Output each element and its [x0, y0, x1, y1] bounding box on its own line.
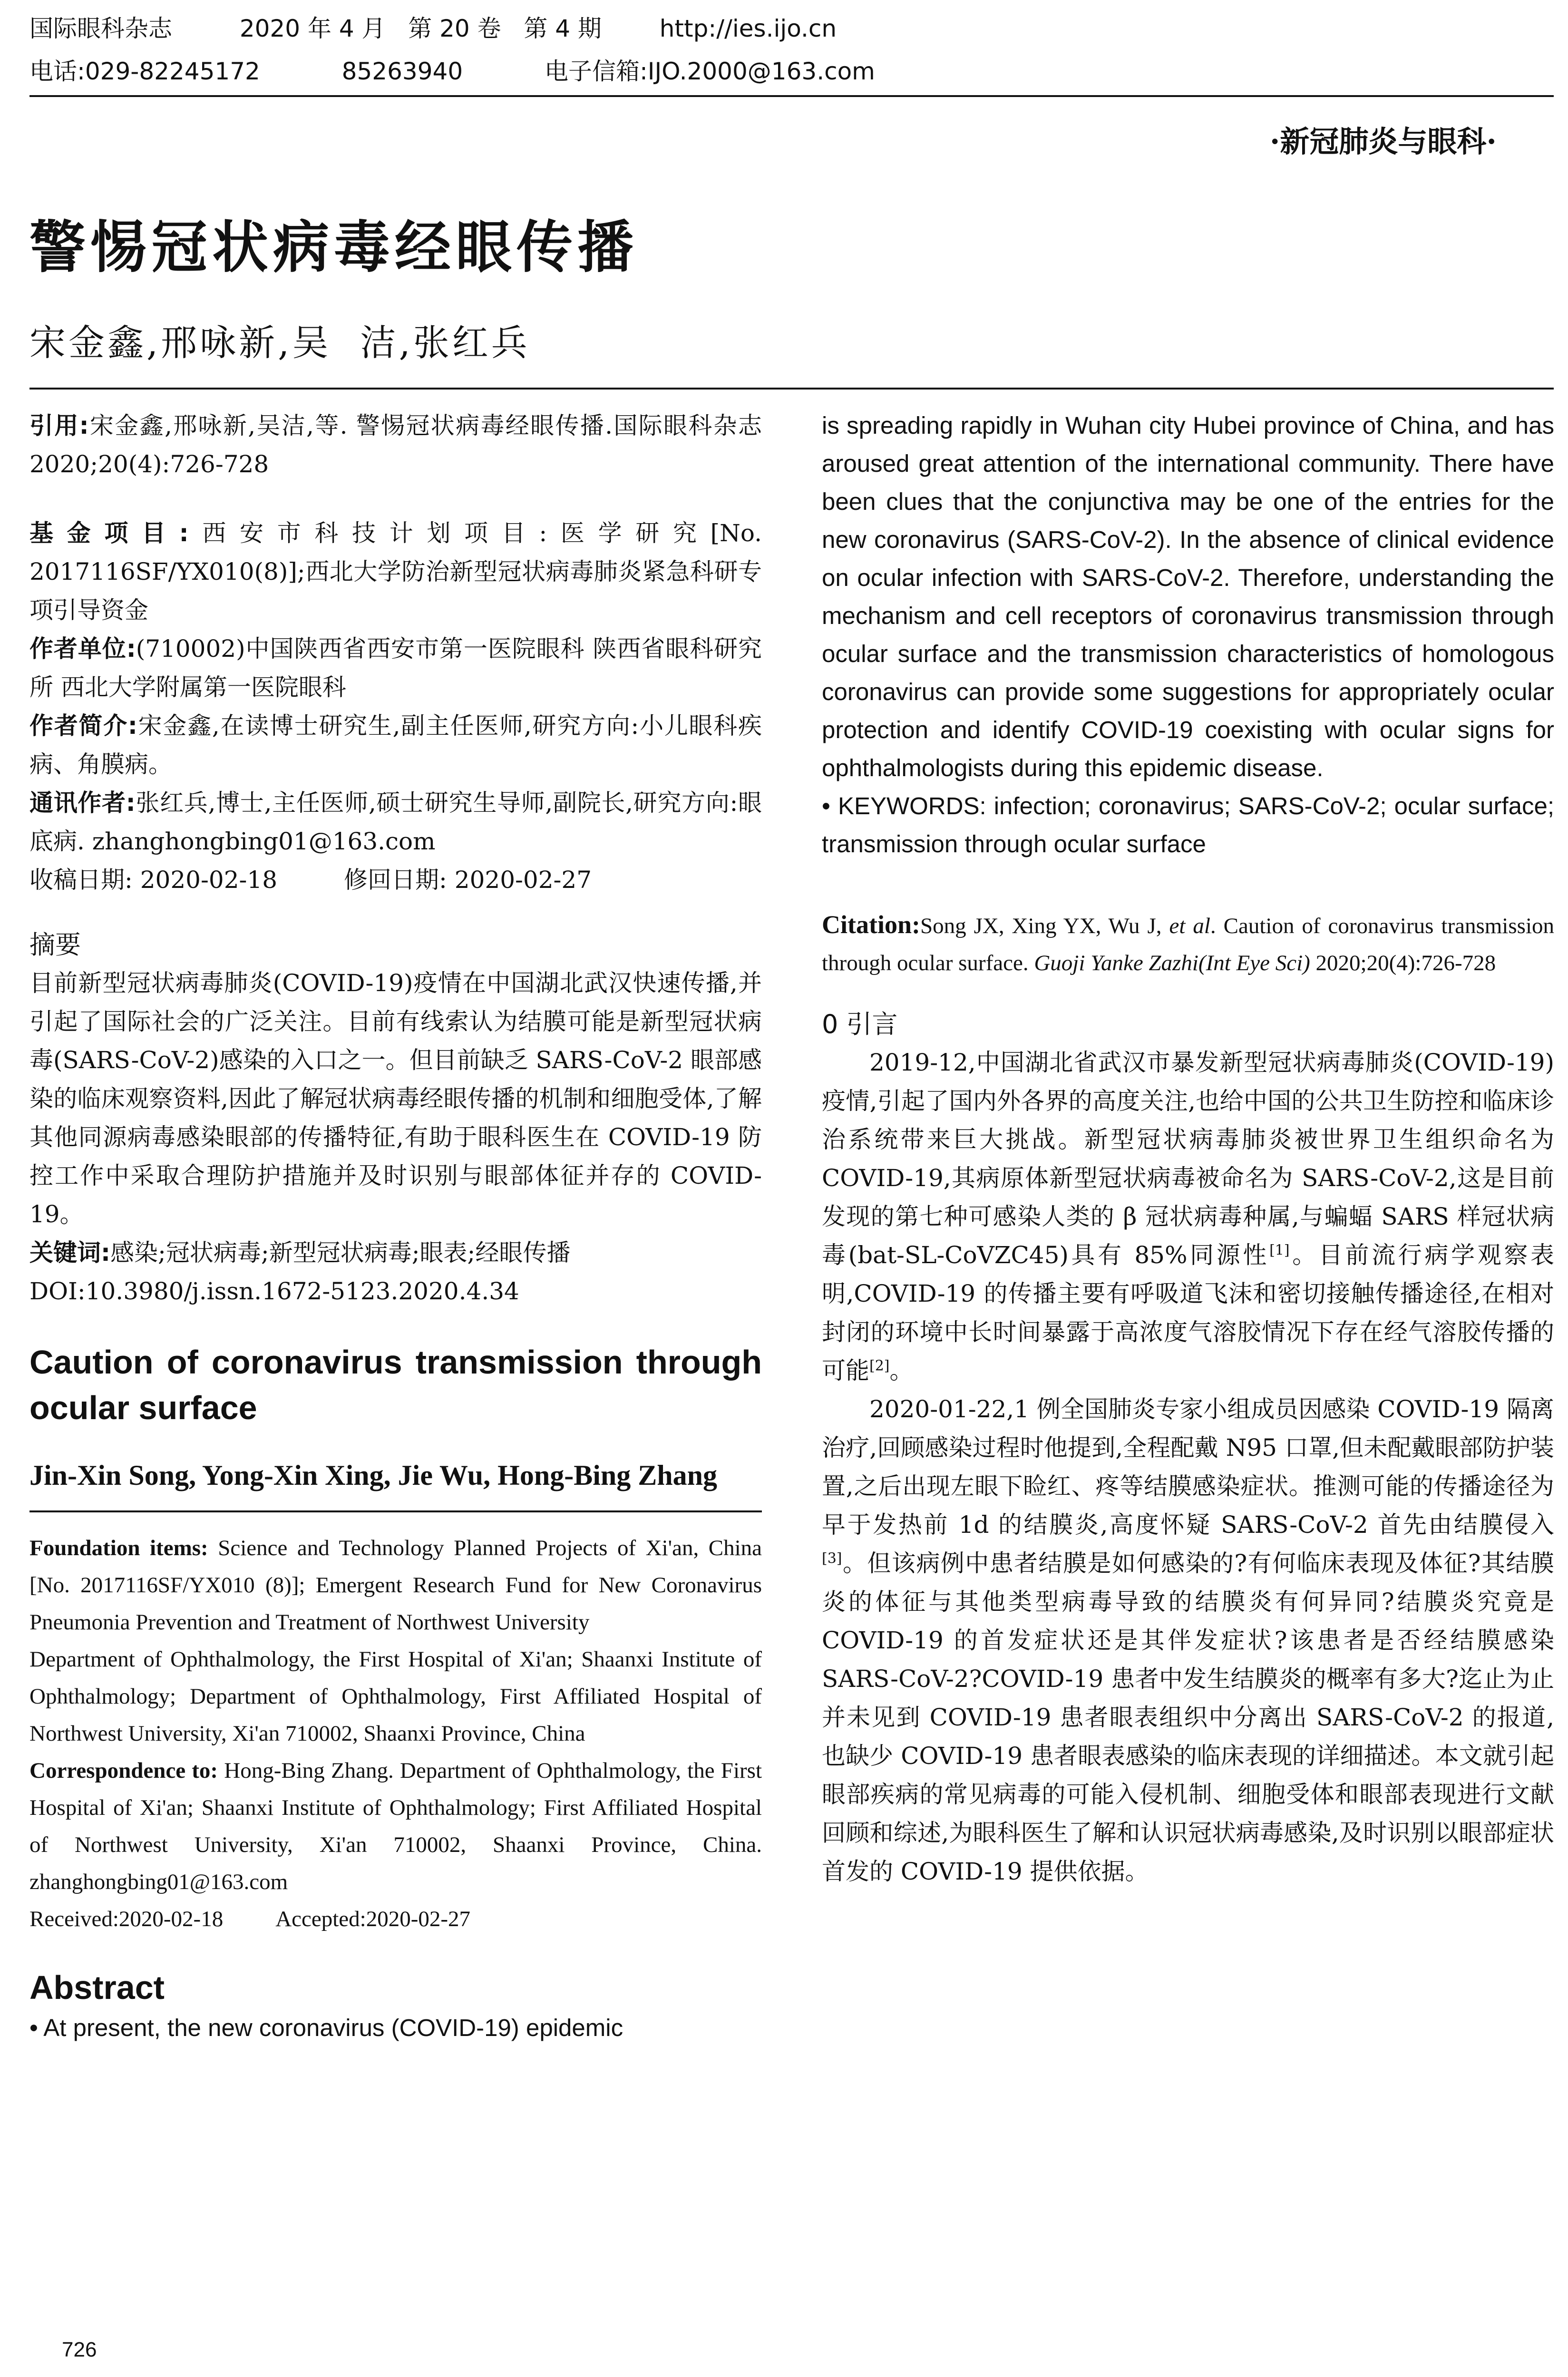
bio-cn: [29, 707, 762, 784]
abstract-en-heading: Abstract: [29, 1969, 165, 2006]
p2-text: 2020-01-22,1 例全国肺炎专家小组成员因感染 COVID-19 隔离治疗,回顾感染过程时他提到,全程配戴 N95 口罩,但未配戴眼部防护装置,之后出现左眼下睑红、疼等结膜感染症状。推测可能的传播途径为早于发热前 1d 的结膜炎,高度怀疑 SARS-CoV-2 首先由结膜侵入: [822, 1395, 1554, 1539]
unit-cn: [29, 630, 762, 707]
citation-en-text3: 2020;20(4):726-728: [1310, 951, 1496, 975]
abstract-heading: 摘要: [29, 930, 81, 960]
ref-3[interactable]: [3]: [822, 1550, 842, 1567]
journal-header-line1: [29, 14, 837, 43]
correspondence-text: Hong-Bing Zhang. Department of Ophthalmology, the First Hospital of Xi'an; Shaanxi Institute of Ophthalmology; First Affiliated Hospital of Northwest University, Xi'an 710002, Shaanxi Province, China. zhanghongbing01@163.com: [29, 1758, 762, 1894]
foundation-text: Science and Technology Planned Projects of Xi'an, China [No. 2017116SF/YX010 (8)]; Emergent Research Fund for New Coronavirus Pneumonia Prevention and Treatment of Northwest University: [29, 1536, 762, 1635]
dates-cn: [29, 861, 762, 899]
foundation-label: Foundation items:: [29, 1536, 208, 1560]
p1-text: 2019-12,中国湖北省武汉市暴发新型冠状病毒肺炎(COVID-19)疫情,引起了国内外各界的高度关注,也给中国的公共卫生防控和临床诊治系统带来巨大挑战。新型冠状病毒肺炎被世界卫生组织命名为 COVID-19,其病原体新型冠状病毒被命名为 SARS-CoV-2,这是目前发现的第七种可感染人类的 β 冠状病毒种属,与蝙蝠 SARS 样冠状病毒(bat-SL-CoVZC45)具有 85%同源性: [822, 1049, 1554, 1269]
citation-en-label: Citation:: [822, 910, 920, 939]
citation-en-journal: Guoji Yanke Zazhi(Int Eye Sci): [1034, 951, 1310, 975]
intro-heading: 0 引言: [822, 1009, 898, 1039]
journal-url[interactable]: http://ies.ijo.cn: [659, 15, 837, 42]
page-number: 726: [62, 2338, 97, 2361]
title-rule: [29, 388, 1554, 390]
keywords-en-label: • KEYWORDS:: [822, 792, 986, 819]
bio-text: 宋金鑫,在读博士研究生,副主任医师,研究方向:小儿眼科疾病、角膜病。: [29, 712, 762, 778]
citation-label: 引用:: [29, 412, 89, 439]
abstract-en-cont: is spreading rapidly in Wuhan city Hubei province of China, and has aroused great attention of the international community. There have been clues that the conjunctiva may be one of the entries for the new coronavirus (SARS-CoV-2). In the absence of clinical evidence on ocular infection with SARS-CoV-2. Therefore, understanding the mechanism and cell receptors of coronavirus transmission through ocular surface and the transmission characteristics of homologous coronavirus can provide some suggestions for appropriately ocular protection and identify COVID-19 coexisting with ocular signs for ophthalmologists during this epidemic disease.: [822, 412, 1554, 781]
citation-en-etal: et al: [1169, 914, 1210, 938]
author-list: 宋金鑫,邢咏新,吴 洁,张红兵: [29, 321, 530, 364]
unit-label: 作者单位:: [29, 635, 136, 662]
intro-paragraph-1: [822, 1043, 1554, 1390]
journal-phone2: 85263940: [341, 58, 463, 85]
authors-rule: [29, 1496, 762, 1512]
keywords-en: [822, 787, 1554, 863]
fund-text: 西安市科技计划项目:医学研究[No. 2017116SF/YX010(8)];西北大学防治新型冠状病毒肺炎紧急科研专项引导资金: [29, 519, 762, 624]
accepted-en: Accepted:2020-02-27: [275, 1907, 471, 1931]
keywords-cn: [29, 1234, 762, 1272]
corr-cn: [29, 784, 762, 861]
citation-en-text2: . Caution of coronavirus transmission through ocular surface.: [822, 914, 1555, 975]
journal-header-line2: [29, 57, 875, 86]
fund-cn: [29, 514, 762, 630]
department-en: Department of Ophthalmology, the First Hospital of Xi'an; Shaanxi Institute of Ophthalmology; Department of Ophthalmology, First Affiliated Hospital of Northwest University, Xi'an 710002, Shaanxi Province, China: [29, 1647, 762, 1746]
revised-date: 修回日期: 2020-02-27: [344, 866, 592, 894]
keywords-en-text: infection; coronavirus; SARS-CoV-2; ocular surface; transmission through ocular surface: [822, 792, 1555, 857]
correspondence-label: Correspondence to:: [29, 1758, 218, 1783]
p2b-text: 。但该病例中患者结膜是如何感染的?有何临床表现及体征?其结膜炎的体征与其他类型病毒导致的结膜炎有何异同?结膜炎究竟是 COVID-19 的首发症状还是其伴发症状?该患者是否经结膜感染 SARS-CoV-2?COVID-19 患者中发生结膜炎的概率有多大?迄止为止并未见到 COVID-19 患者眼表组织中分离出 SARS-CoV-2 的报道,也缺少 COVID-19 患者眼表感染的临床表现的详细描述。本文就引起眼部疾病的常见病毒的可能入侵机制、细胞受体和眼部表现进行文献回顾和综述,为眼科医生了解和认识冠状病毒感染,及时识别以眼部症状首发的 COVID-19 提供依据。: [822, 1549, 1554, 1885]
abstract-en-start: • At present, the new coronavirus (COVID-19) epidemic: [29, 2009, 762, 2047]
foundation-en: [29, 1529, 762, 1641]
citation-en: [822, 906, 1554, 982]
header-rule: [29, 95, 1554, 97]
unit-text: (710002)中国陕西省西安市第一医院眼科 陕西省眼科研究所 西北大学附属第一医院眼科: [29, 635, 762, 701]
p1b-text: 。目前流行病学观察表明,COVID-19 的传播主要有呼吸道飞沫和密切接触传播途径,在相对封闭的环境中长时间暴露于高浓度气溶胶情况下存在经气溶胶传播的可能: [822, 1241, 1555, 1384]
received-date: 收稿日期: 2020-02-18: [29, 866, 278, 894]
received-en: Received:2020-02-18: [29, 1907, 224, 1931]
ref-2[interactable]: [2]: [869, 1357, 890, 1374]
dates-en: [29, 1900, 762, 1938]
doi[interactable]: DOI:10.3980/j.issn.1672-5123.2020.4.34: [29, 1277, 519, 1305]
ref-1[interactable]: [1]: [1269, 1242, 1290, 1259]
left-column: [29, 407, 762, 2047]
citation-en-text1: Song JX, Xing YX, Wu J,: [920, 914, 1169, 938]
fund-label: 基金项目:: [29, 519, 189, 547]
english-title: Caution of coronavirus transmission through ocular surface: [29, 1344, 762, 1426]
corr-label: 通讯作者:: [29, 789, 136, 817]
right-column: [822, 407, 1554, 1891]
corr-text: 张红兵,博士,主任医师,硕士研究生导师,副院长,研究方向:眼底病. zhanghongbing01@163.com: [29, 789, 762, 855]
citation-text: 宋金鑫,邢咏新,吴洁,等. 警惕冠状病毒经眼传播.国际眼科杂志 2020;20(4):726-728: [29, 412, 762, 478]
p1c-text: 。: [889, 1357, 914, 1384]
correspondence-en: [29, 1752, 762, 1900]
journal-email[interactable]: 电子信箱:IJO.2000@163.com: [544, 58, 875, 85]
keywords-text: 感染;冠状病毒;新型冠状病毒;眼表;经眼传播: [110, 1239, 571, 1266]
journal-name: 国际眼科杂志: [29, 15, 172, 42]
section-tag: ·新冠肺炎与眼科·: [1269, 124, 1497, 159]
english-authors: Jin-Xin Song, Yong-Xin Xing, Jie Wu, Hong-Bing Zhang: [29, 1460, 718, 1491]
keywords-label: 关键词:: [29, 1239, 110, 1266]
page-title: 警惕冠状病毒经眼传播: [29, 214, 639, 280]
citation-cn: [29, 407, 762, 484]
journal-issue: 2020 年 4 月 第 20 卷 第 4 期: [239, 15, 602, 42]
abstract-cn: 目前新型冠状病毒肺炎(COVID-19)疫情在中国湖北武汉快速传播,并引起了国际社会的广泛关注。目前有线索认为结膜可能是新型冠状病毒(SARS-CoV-2)感染的入口之一。但目前缺乏 SARS-CoV-2 眼部感染的临床观察资料,因此了解冠状病毒经眼传播的机制和细胞受体,了解其他同源病毒感染眼部的传播特征,有助于眼科医生在 COVID-19 防控工作中采取合理防护措施并及时识别与眼部体征并存的 COVID-19。: [29, 969, 762, 1228]
intro-paragraph-2: [822, 1390, 1554, 1891]
journal-phone: 电话:029-82245172: [29, 58, 260, 85]
bio-label: 作者简介:: [29, 712, 137, 740]
